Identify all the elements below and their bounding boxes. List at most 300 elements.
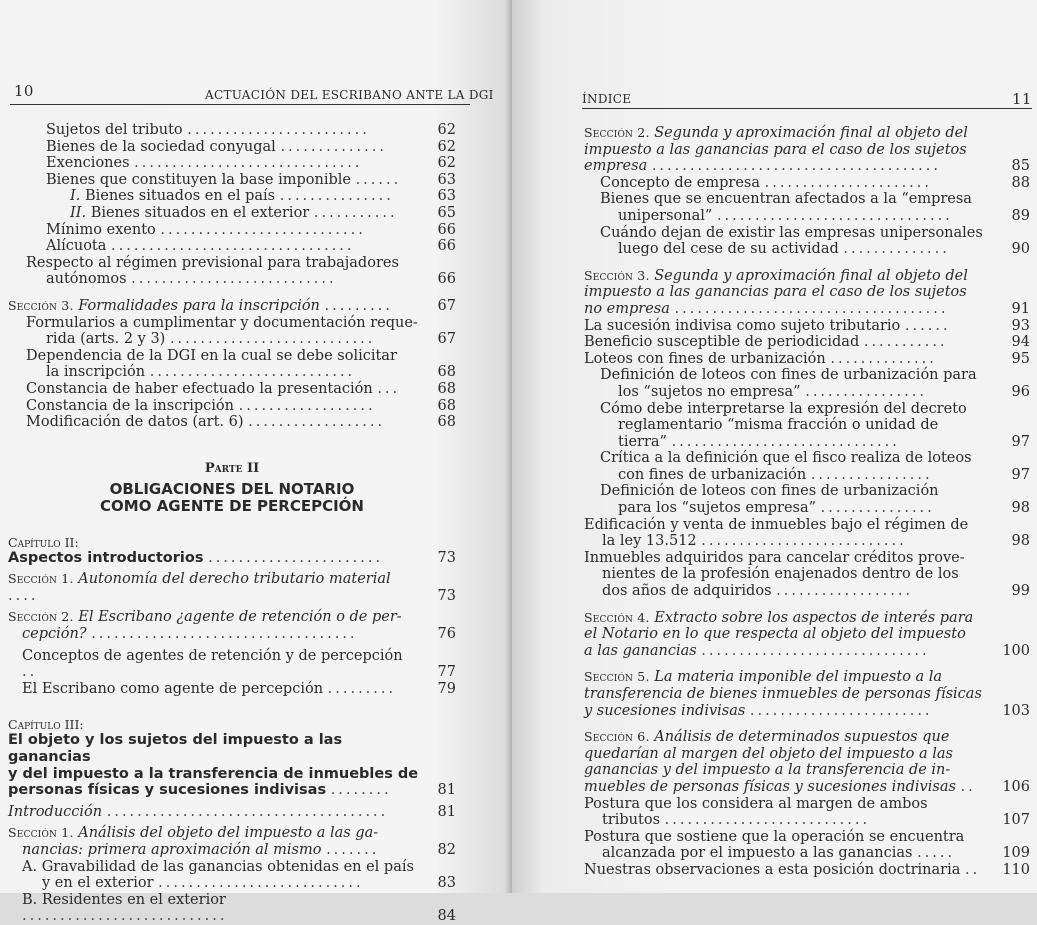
- toc-entry-line: [584, 517, 996, 534]
- toc-entry: [584, 550, 1030, 600]
- spacer: [584, 258, 1030, 268]
- spacer: [8, 288, 456, 298]
- page-ref: 103: [1002, 702, 1030, 719]
- leader-dots: ..............................: [134, 155, 363, 172]
- toc-text: y en el exterior: [42, 875, 154, 892]
- spacer: [8, 525, 456, 535]
- toc-text: Constancia de la inscripción: [26, 397, 235, 414]
- page-ref: 65: [437, 204, 456, 221]
- toc-entry-line: [26, 364, 422, 381]
- chapter-title: personas físicas y sucesiones indivisas: [8, 782, 327, 799]
- spacer: [584, 719, 1030, 729]
- spacer: [8, 431, 456, 441]
- toc-entry: [8, 804, 456, 821]
- toc-entry-line: [8, 766, 422, 783]
- page-ref: 62: [437, 155, 456, 172]
- page-ref: 62: [437, 122, 456, 138]
- toc-entry: [584, 125, 1030, 175]
- page-ref: 68: [437, 397, 456, 414]
- toc-text: A. Gravabilidad de las ganancias obtenidas en el país: [22, 858, 414, 875]
- toc-entry-line: [584, 334, 996, 351]
- toc-entry: [584, 367, 1030, 400]
- toc-text: Concepto de empresa: [600, 174, 760, 191]
- toc-entry: [8, 859, 456, 892]
- page-ref: 98: [1011, 500, 1030, 517]
- toc-entry-line: [584, 566, 996, 583]
- section-title: ganancias y del impuesto a la transferencia de in-: [584, 762, 951, 779]
- section-title: Extracto sobre los aspectos de interés para: [654, 609, 974, 626]
- section-title: La materia imponible del impuesto a la: [654, 669, 943, 686]
- leader-dots: ...........................: [158, 875, 364, 892]
- toc-entry-line: [26, 331, 422, 348]
- toc-text: Edificación y venta de inmuebles bajo el régimen de: [584, 516, 969, 533]
- section-title: Segunda y aproximación final al objeto del: [654, 125, 968, 141]
- header-rule-right: [582, 108, 1032, 109]
- toc-entry: [584, 610, 1030, 660]
- leader-dots: ...........................: [131, 271, 337, 288]
- right-page: [512, 0, 1037, 893]
- section-title: Formalidades para la inscripción: [78, 297, 320, 314]
- spacer: [8, 515, 456, 525]
- toc-entry-line: [600, 241, 996, 258]
- toc-entry-line: [584, 746, 996, 763]
- toc-entry: [8, 315, 456, 348]
- page-ref: 99: [1011, 583, 1030, 600]
- toc-text: con fines de urbanización: [618, 466, 807, 483]
- section-title: transferencia de bienes inmuebles de personas físicas: [584, 686, 982, 702]
- page-ref: 97: [1011, 433, 1030, 450]
- toc-entry-line: [600, 467, 996, 484]
- page-ref: 90: [1011, 241, 1030, 258]
- toc-entry: [8, 381, 456, 398]
- leader-dots: ..: [22, 664, 38, 681]
- page-ref: 73: [437, 549, 456, 566]
- section-title: cepción?: [22, 626, 87, 643]
- page-ref: 81: [437, 782, 456, 799]
- section-label: Sección 2.: [584, 125, 650, 140]
- chapter-title: Aspectos introductorios: [8, 549, 204, 566]
- toc-text: para los “sujetos empresa”: [618, 500, 817, 517]
- toc-entry: [584, 669, 1030, 719]
- page-ref: 66: [437, 238, 456, 255]
- chapter-title: y del impuesto a la transferencia de inmuebles de: [8, 765, 419, 782]
- page-ref: 68: [437, 380, 456, 397]
- toc-left: [8, 122, 456, 925]
- leader-dots: ...................................: [91, 626, 358, 643]
- page-ref: 73: [437, 587, 456, 604]
- toc-text: Modificación de datos (art. 6): [26, 414, 244, 431]
- toc-entry-line: [46, 122, 422, 139]
- toc-text: Bienes situados en el país: [84, 188, 276, 205]
- toc-text: unipersonal”: [618, 207, 713, 224]
- toc-entry-line: [600, 434, 996, 451]
- roman-numeral: I.: [70, 188, 81, 205]
- toc-text: Cuándo dejan de existir las empresas unipersonales: [600, 224, 983, 241]
- toc-entry: [8, 348, 456, 381]
- toc-text: luego del cese de su actividad: [618, 241, 839, 258]
- toc-text: Constancia de haber efectuado la presentación: [26, 380, 373, 397]
- leader-dots: ...............: [279, 188, 394, 205]
- toc-entry: [584, 729, 1030, 795]
- part-title-line1: OBLIGACIONES DEL NOTARIO: [109, 479, 355, 498]
- toc-entry-line: [600, 384, 996, 401]
- toc-entry: [584, 401, 1030, 451]
- toc-entry: [584, 829, 1030, 862]
- section-title: muebles de personas físicas y sucesiones indivisas: [584, 778, 956, 795]
- toc-text: Beneficio susceptible de periodicidad: [584, 334, 860, 351]
- toc-right: [584, 125, 1030, 879]
- toc-entry-line: [584, 550, 996, 567]
- toc-entry: [584, 351, 1030, 368]
- toc-entry-line: [584, 703, 996, 720]
- left-page: [0, 0, 512, 925]
- page-ref: 107: [1002, 812, 1030, 829]
- toc-entry-line: [600, 417, 996, 434]
- page-ref: 83: [437, 875, 456, 892]
- toc-text: Definición de loteos con fines de urbanización: [600, 483, 939, 500]
- toc-text: Nuestras observaciones a esta posición doctrinaria: [584, 861, 961, 878]
- spacer: [8, 707, 456, 717]
- spacer: [584, 659, 1030, 669]
- toc-entry-line: [600, 483, 996, 500]
- toc-entry-line: [26, 271, 422, 288]
- toc-text: Bienes que se encuentran afectados a la “empresa: [600, 191, 972, 208]
- page-ref: 68: [437, 364, 456, 381]
- toc-entry: [8, 892, 456, 925]
- running-head-left: ACTUACIÓN DEL ESCRIBANO ANTE LA DGI: [205, 88, 494, 102]
- toc-entry: [584, 318, 1030, 335]
- page-ref: 67: [437, 297, 456, 314]
- toc-entry-line: [26, 414, 422, 431]
- section-label: Sección 6.: [584, 729, 650, 745]
- toc-entry-line: [584, 643, 996, 660]
- roman-numeral: II.: [70, 204, 87, 221]
- leader-dots: ...........................: [664, 812, 871, 829]
- leader-dots: ...........: [313, 204, 398, 221]
- toc-entry-line: [22, 892, 422, 925]
- section-title: nancias: primera aproximación al mismo: [22, 842, 322, 858]
- toc-entry-line: [8, 609, 422, 626]
- page-ref: 63: [437, 188, 456, 205]
- toc-text: Inmuebles adquiridos para cancelar créditos prove-: [584, 549, 965, 566]
- toc-entry-line: [26, 255, 422, 272]
- toc-text: Mínimo exento: [46, 221, 156, 238]
- leader-dots: .....: [917, 845, 956, 862]
- toc-entry: [8, 255, 456, 288]
- toc-text: Definición de loteos con fines de urbanización para: [600, 367, 977, 384]
- page-ref: 68: [437, 414, 456, 431]
- leader-dots: .....................................: [106, 803, 389, 820]
- page-ref: 109: [1002, 845, 1030, 862]
- toc-text: tierra”: [618, 433, 667, 450]
- part-title-line2: COMO AGENTE DE PERCEPCIÓN: [100, 496, 364, 515]
- leader-dots: ..............: [843, 241, 950, 258]
- toc-entry-line: [584, 862, 996, 879]
- toc-entry-line: [584, 301, 996, 318]
- page-ref: 95: [1011, 350, 1030, 367]
- leader-dots: ..............................: [701, 642, 930, 659]
- leader-dots: ........: [330, 782, 392, 799]
- toc-entry-line: [600, 175, 996, 192]
- page-ref: 62: [437, 138, 456, 155]
- toc-entry-line: [584, 142, 996, 159]
- toc-entry-line: [600, 208, 996, 225]
- chapter-title: El objeto y los sujetos del impuesto a las ganancias: [8, 732, 343, 766]
- toc-entry: [584, 225, 1030, 258]
- toc-entry: [8, 222, 456, 239]
- toc-entry-line: [584, 610, 996, 627]
- leader-dots: ...............: [820, 500, 935, 517]
- toc-entry-line: [584, 125, 996, 142]
- toc-text: La sucesión indivisa como sujeto tributario: [584, 317, 901, 334]
- introduction: Introducción: [8, 803, 103, 820]
- toc-text: Conceptos de agentes de retención y de percepción: [22, 647, 403, 664]
- toc-entry-line: [46, 155, 422, 172]
- toc-entry-line: [584, 779, 996, 796]
- page-ref: 82: [437, 842, 456, 858]
- page-ref: 66: [437, 221, 456, 238]
- page-number-right: 11: [1012, 90, 1032, 108]
- toc-text: Exenciones: [46, 155, 130, 172]
- page-ref: 81: [437, 803, 456, 820]
- section-title: no empresa: [584, 300, 670, 317]
- section-label: Sección 1.: [8, 571, 74, 587]
- section-label: Sección 4.: [584, 609, 650, 625]
- page-ref: 97: [1011, 466, 1030, 483]
- toc-entry: [584, 517, 1030, 550]
- toc-entry: [8, 550, 456, 567]
- toc-entry-line: [22, 681, 422, 698]
- leader-dots: ...........................: [169, 331, 376, 348]
- toc-entry-line: [8, 804, 422, 821]
- toc-entry-line: [584, 812, 996, 829]
- section-title: el Notario en lo que respecta al objeto del impuesto: [584, 626, 966, 643]
- section-title: quedarían al margen del objeto del impuesto a las: [584, 745, 953, 762]
- toc-entry-line: [8, 298, 422, 315]
- section-title: Segunda y aproximación final al objeto del: [654, 267, 968, 284]
- toc-entry-line: [46, 222, 422, 239]
- toc-entry-line: [8, 550, 422, 567]
- leader-dots: ..............................: [671, 433, 900, 450]
- toc-entry: [584, 450, 1030, 483]
- toc-entry-line: [22, 875, 422, 892]
- header-rule-left: [10, 104, 470, 105]
- page-ref: 76: [437, 626, 456, 643]
- leader-dots: ....: [8, 587, 39, 604]
- page-ref: 94: [1011, 334, 1030, 351]
- page-ref: 96: [1011, 383, 1030, 400]
- toc-entry-line: [584, 318, 996, 335]
- toc-text: Bienes situados en el exterior: [90, 204, 310, 221]
- leader-dots: ......: [355, 171, 402, 188]
- toc-text: Bienes de la sociedad conyugal: [46, 138, 276, 155]
- toc-entry-line: [600, 367, 996, 384]
- toc-entry-line: [584, 284, 996, 301]
- toc-entry: [584, 175, 1030, 192]
- section-label: Sección 3.: [584, 267, 650, 283]
- page-ref: 77: [437, 664, 456, 681]
- page-ref: 93: [1011, 317, 1030, 334]
- toc-text: alcanzada por el impuesto a las ganancias: [602, 845, 913, 862]
- section-title: Análisis del objeto del impuesto a las ga-: [78, 825, 379, 842]
- toc-entry: [584, 796, 1030, 829]
- toc-text: Loteos con fines de urbanización: [584, 350, 826, 367]
- toc-entry-line: [584, 829, 996, 846]
- toc-entry-line: [70, 188, 422, 205]
- toc-entry: [8, 648, 456, 681]
- toc-entry-line: [22, 859, 422, 876]
- section-label: Sección 3.: [8, 297, 74, 313]
- toc-text: nientes de la profesión enajenados dentro de los: [602, 566, 959, 583]
- toc-entry: [8, 122, 456, 139]
- toc-entry-line: [584, 626, 996, 643]
- page-ref: 84: [437, 908, 456, 925]
- page-ref: 91: [1011, 300, 1030, 317]
- toc-entry: [8, 139, 456, 156]
- toc-text: Bienes que constituyen la base imponible: [46, 171, 351, 188]
- leader-dots: ..: [964, 861, 981, 878]
- toc-entry-line: [26, 348, 422, 365]
- leader-dots: .........: [324, 297, 393, 314]
- leader-dots: ....................................: [674, 300, 949, 317]
- toc-entry: [8, 155, 456, 172]
- toc-entry-line: [8, 782, 422, 799]
- page-ref: 89: [1011, 207, 1030, 224]
- toc-entry-line: [26, 381, 422, 398]
- leader-dots: ......................: [764, 174, 933, 191]
- toc-entry: [8, 298, 456, 315]
- page-ref: 67: [437, 331, 456, 348]
- page-ref: 88: [1011, 174, 1030, 191]
- page-ref: 85: [1011, 158, 1030, 175]
- page-ref: 63: [437, 171, 456, 188]
- toc-entry: [584, 862, 1030, 879]
- page-ref: 79: [437, 680, 456, 697]
- leader-dots: ...........: [863, 334, 948, 351]
- toc-entry-line: [584, 669, 996, 686]
- toc-entry-line: [600, 225, 996, 242]
- toc-entry-line: [584, 686, 996, 703]
- toc-text: Postura que los considera al margen de ambos: [584, 795, 928, 812]
- leader-dots: ........................: [749, 702, 933, 719]
- toc-entry: [8, 609, 456, 642]
- section-title: El Escribano ¿agente de retención o de per-: [78, 609, 402, 626]
- leader-dots: ..............: [830, 350, 937, 367]
- spacer: [8, 441, 456, 451]
- toc-text: Alícuota: [46, 238, 107, 255]
- toc-entry: [8, 825, 456, 858]
- toc-entry-line: [584, 729, 996, 746]
- toc-entry: [8, 732, 456, 798]
- part-label: Parte II: [204, 460, 260, 476]
- toc-entry: [584, 268, 1030, 318]
- toc-entry: [584, 191, 1030, 224]
- toc-entry-line: [22, 648, 422, 681]
- page-ref: 66: [437, 271, 456, 288]
- toc-text: Formularios a cumplimentar y documentación reque-: [26, 314, 418, 331]
- toc-entry: [8, 681, 456, 698]
- page-ref: 100: [1002, 642, 1030, 659]
- section-label: Sección 1.: [8, 825, 74, 841]
- toc-entry-line: [8, 825, 422, 842]
- leader-dots: ..................: [238, 397, 376, 414]
- toc-text: Dependencia de la DGI en la cual se debe solicitar: [26, 347, 397, 364]
- section-title: impuesto a las ganancias para el caso de los sujetos: [584, 284, 967, 301]
- leader-dots: ...........................: [701, 533, 907, 550]
- toc-text: Cómo debe interpretarse la expresión del decreto: [600, 400, 967, 417]
- toc-entry-line: [584, 762, 996, 779]
- section-title: a las ganancias: [584, 642, 697, 659]
- page-ref: 106: [1002, 778, 1030, 795]
- toc-text: reglamentario “misma fracción o unidad de: [618, 417, 939, 434]
- leader-dots: ..: [960, 778, 976, 795]
- section-title: impuesto a las ganancias para el caso de los sujetos: [584, 141, 967, 158]
- leader-dots: ......: [904, 317, 951, 334]
- section-title: y sucesiones indivisas: [584, 702, 746, 719]
- leader-dots: ...........................: [22, 908, 228, 925]
- toc-entry: [8, 172, 456, 189]
- toc-text: tributos: [602, 812, 661, 829]
- toc-text: Postura que sostiene que la operación se encuentra: [584, 828, 965, 845]
- toc-entry-line: [584, 583, 996, 600]
- toc-text: rida (arts. 2 y 3): [46, 331, 166, 348]
- toc-text: la inscripción: [46, 364, 146, 381]
- section-title: Autonomía del derecho tributario material: [78, 571, 391, 588]
- section-label: Sección 2.: [8, 609, 74, 625]
- toc-text: los “sujetos no empresa”: [618, 383, 801, 400]
- page-ref: 98: [1011, 533, 1030, 550]
- toc-entry-line: [8, 732, 422, 765]
- toc-text: dos años de adquiridos: [602, 583, 772, 600]
- toc-entry: [8, 238, 456, 255]
- page-ref: 110: [1002, 861, 1030, 878]
- toc-entry-line: [584, 351, 996, 368]
- toc-entry-line: [46, 238, 422, 255]
- toc-entry: [8, 205, 456, 222]
- toc-entry: [584, 483, 1030, 516]
- toc-entry-line: [584, 268, 996, 285]
- toc-text: El Escribano como agente de percepción: [22, 680, 324, 697]
- leader-dots: ..............: [280, 138, 387, 155]
- toc-entry-line: [26, 398, 422, 415]
- leader-dots: ..................: [248, 414, 386, 431]
- toc-entry-line: [46, 172, 422, 189]
- toc-text: Crítica a la definición que el fisco realiza de loteos: [600, 450, 972, 467]
- leader-dots: ...............................: [716, 207, 953, 224]
- toc-entry-line: [600, 450, 996, 467]
- leader-dots: ................................: [111, 238, 355, 255]
- toc-entry-line: [600, 500, 996, 517]
- chapter-label: Capítulo II:: [8, 534, 79, 550]
- leader-dots: ........................: [187, 122, 370, 138]
- leader-dots: ...: [377, 380, 401, 397]
- toc-entry-line: [600, 401, 996, 418]
- toc-entry-line: [600, 191, 996, 208]
- toc-entry: [8, 188, 456, 205]
- toc-text: autónomos: [46, 271, 127, 288]
- leader-dots: .......................: [208, 549, 384, 566]
- spacer: [8, 451, 456, 461]
- toc-text: Respecto al régimen previsional para trabajadores: [26, 254, 399, 271]
- leader-dots: ......................................: [651, 158, 941, 175]
- toc-text: Sujetos del tributo: [46, 122, 183, 138]
- spacer: [8, 697, 456, 707]
- toc-entry-line: [26, 315, 422, 332]
- toc-entry: [8, 398, 456, 415]
- leader-dots: ...........................: [149, 364, 356, 381]
- toc-entry: [584, 334, 1030, 351]
- toc-entry-line: [584, 533, 996, 550]
